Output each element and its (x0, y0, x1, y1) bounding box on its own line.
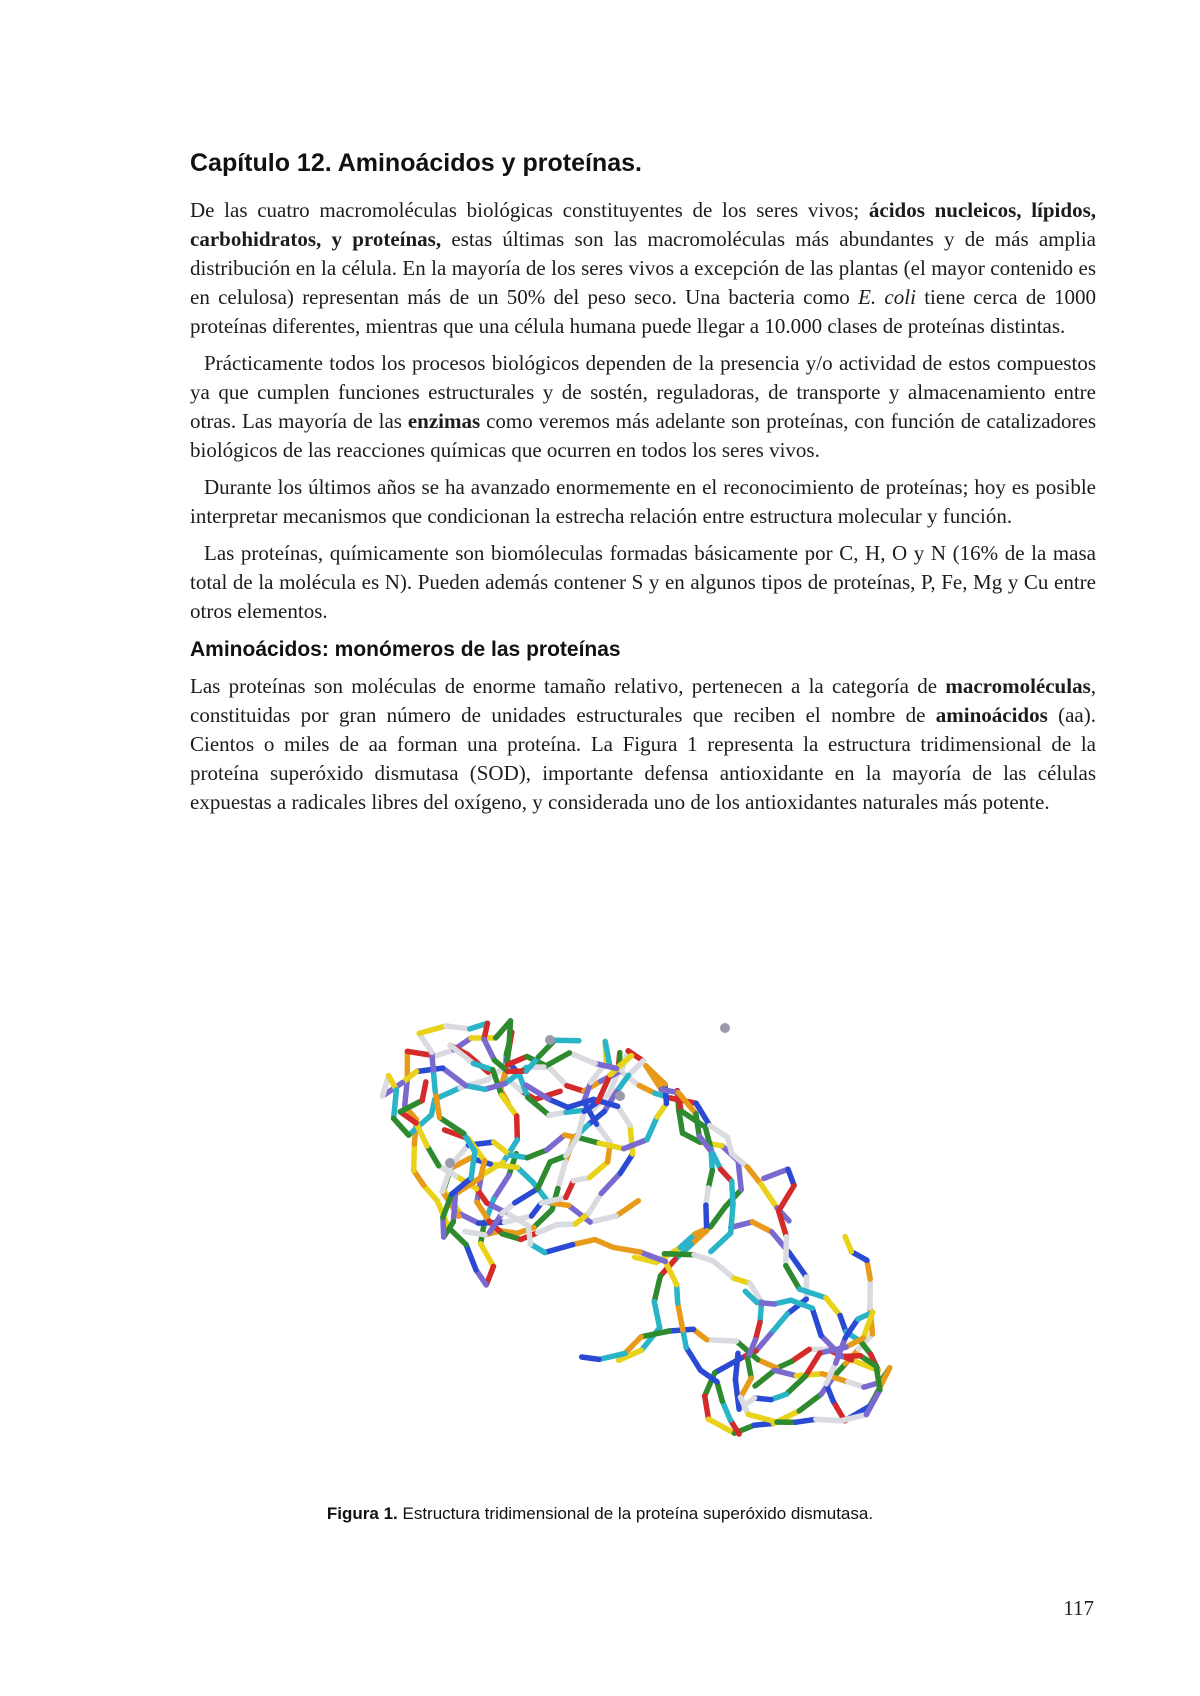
backbone-segment (422, 1082, 426, 1101)
backbone-segment (841, 1415, 866, 1421)
backbone-segment (466, 1086, 485, 1090)
backbone-segment (394, 1118, 409, 1135)
backbone-segment (630, 1125, 633, 1154)
backbone-segment (665, 1084, 667, 1104)
protein-backbone (383, 1021, 890, 1434)
backbone-segment (582, 1357, 599, 1359)
backbone-segment (826, 1298, 840, 1316)
backbone-segment (453, 1194, 455, 1222)
backbone-segment (747, 1167, 761, 1184)
backbone-segment (473, 1064, 492, 1070)
metal-ion-sphere (720, 1023, 730, 1033)
backbone-segment (566, 1181, 574, 1198)
backbone-segment (842, 1356, 861, 1357)
backbone-segment (816, 1419, 841, 1420)
backbone-segment (722, 1401, 730, 1420)
backbone-segment (748, 1414, 777, 1422)
backbone-segment (696, 1114, 699, 1136)
backbone-segment (616, 1201, 638, 1216)
backbone-segment (394, 1090, 397, 1119)
backbone-segment (549, 1099, 568, 1107)
metal-ion-sphere (545, 1035, 555, 1045)
backbone-segment (515, 1189, 538, 1203)
backbone-segment (590, 1216, 616, 1222)
backbone-segment (705, 1396, 709, 1419)
backbone-segment (845, 1237, 851, 1252)
backbone-segment (443, 1217, 444, 1237)
backbone-segment (800, 1289, 826, 1298)
backbone-segment (555, 1040, 579, 1041)
backbone-segment (748, 1359, 752, 1379)
backbone-segment (484, 1039, 494, 1060)
backbone-segment (741, 1397, 749, 1414)
backbone-segment (786, 1266, 800, 1290)
backbone-segment (732, 1181, 733, 1204)
backbone-segment (731, 1204, 733, 1233)
backbone-segment (494, 1142, 510, 1155)
backbone-segment (620, 1154, 633, 1173)
backbone-segment (694, 1255, 713, 1261)
backbone-segment (417, 1068, 443, 1071)
backbone-segment (466, 1245, 476, 1270)
backbone-segment (419, 1033, 432, 1052)
backbone-segment (549, 1067, 567, 1086)
backbone-segment (735, 1380, 739, 1410)
backbone-segment (755, 1370, 775, 1386)
backbone-segment (654, 1302, 659, 1328)
backbone-segment (544, 1053, 570, 1067)
figure-caption: Figura 1. Estructura tridimensional de la proteína superóxido dismutasa. (326, 1504, 874, 1523)
backbone-segment (717, 1382, 722, 1401)
backbone-segment (678, 1303, 683, 1330)
backbone-segment (812, 1308, 821, 1335)
backbone-segment (509, 1021, 510, 1041)
paragraph-4: Las proteínas, químicamente son biomóleculas formadas básicamente por C, H, O y N (16% de la masa total de la molécula es N). Pueden además contener S y en algunos tipos de proteínas, P, Fe, Mg y Cu entre otros elementos. (190, 541, 1096, 623)
backbone-segment (741, 1378, 752, 1397)
backbone-segment (545, 1245, 573, 1253)
backbone-segment (629, 1061, 644, 1075)
backbone-segment (754, 1424, 773, 1426)
paragraph-5: Las proteínas son moléculas de enorme tamaño relativo, pertenecen a la categoría de macromoléculas, constituidas por gran número de unidades estructurales que reciben el nombre de aminoácidos (aa). Cientos o miles de aa forman una proteína. La Figura 1 representa la estructura tridimensional de la proteína superóxido dismutasa (SOD), importante defensa antioxidante en la mayoría de las células expuestas a radicales libres del oxígeno, y considerada uno de los antioxidantes naturales más potente. (190, 674, 1096, 814)
backbone-segment (558, 1161, 566, 1188)
page-number: 117 (1063, 1596, 1094, 1620)
backbone-segment (557, 1224, 576, 1225)
backbone-segment (686, 1347, 700, 1370)
backbone-segment (446, 1026, 470, 1029)
backbone-segment (597, 1124, 611, 1142)
backbone-segment (465, 1232, 485, 1235)
backbone-segment (569, 1053, 595, 1064)
backbone-segment (764, 1169, 788, 1178)
backbone-segment (826, 1384, 833, 1401)
content (190, 148, 1096, 825)
backbone-segment (866, 1390, 880, 1415)
backbone-segment (786, 1376, 805, 1394)
backbone-segment (711, 1233, 731, 1252)
backbone-segment (710, 1126, 728, 1138)
backbone-segment (752, 1222, 771, 1232)
backbone-segment (599, 1143, 624, 1149)
backbone-segment (799, 1394, 821, 1411)
backbone-segment (427, 1146, 439, 1166)
backbone-segment (796, 1419, 816, 1422)
backbone-segment (494, 1175, 509, 1199)
backbone-segment (461, 1214, 478, 1223)
metal-ion-sphere (445, 1158, 455, 1168)
backbone-segment (758, 1360, 777, 1369)
backbone-segment (761, 1184, 777, 1208)
backbone-segment (589, 1194, 601, 1214)
backbone-segment (618, 1106, 630, 1125)
backbone-segment (424, 1185, 438, 1201)
backbone-segment (601, 1173, 620, 1193)
backbone-segment (590, 1162, 608, 1178)
backbone-segment (580, 1138, 599, 1143)
chapter-title: Capítulo 12. Aminoácidos y proteínas. (190, 149, 642, 177)
backbone-segment (414, 1144, 415, 1170)
backbone-segment (677, 1285, 678, 1304)
backbone-segment (436, 1050, 454, 1056)
backbone-segment (624, 1140, 647, 1149)
backbone-segment (527, 1150, 546, 1158)
backbone-segment (770, 1314, 787, 1334)
backbone-segment (641, 1331, 669, 1337)
protein-structure-figure (320, 968, 960, 1488)
backbone-segment (792, 1349, 810, 1361)
backbone-segment (517, 1116, 518, 1140)
backbone-segment (481, 1244, 494, 1267)
backbone-segment (647, 1117, 657, 1140)
backbone-segment (502, 1095, 517, 1116)
backbone-segment (538, 1225, 557, 1233)
backbone-segment (711, 1206, 726, 1227)
backbone-segment (779, 1186, 795, 1211)
backbone-segment (471, 1152, 475, 1179)
section-heading: Aminoácidos: monómeros de las proteínas (190, 638, 621, 661)
backbone-segment (613, 1247, 640, 1252)
backbone-segment (538, 1162, 550, 1189)
backbone-segment (595, 1240, 613, 1248)
paragraph-1: De las cuatro macromoléculas biológicas constituyentes de los seres vivos; ácidos nucleicos, lípidos, carbohidratos, y proteínas, estas últimas son las macromoléculas más abundantes y de más amplia distribución en la célula. En la mayoría de los seres vivos a excepción de las plantas (el mayor contenido es en celulosa) representan más de un 50% del peso seco. Una bacteria como E. coli tiene cerca de 1000 proteínas diferentes, mientras que una célula humana puede llegar a 10.000 clases de proteínas distintas. (190, 198, 1096, 338)
backbone-segment (775, 1370, 797, 1376)
backbone-segment (738, 1161, 741, 1190)
backbone-segment (443, 1068, 466, 1085)
paragraph-2: Prácticamente todos los procesos biológicos dependen de la presencia y/o actividad de estos compuestos ya que cumplen funciones estructurales y de sostén, reguladoras, de transporte y almacenamiento entre otras. Las mayoría de las enzimas como veremos más adelante son proteínas, con función de catalizadores biológicos de las reacciones químicas que ocurren en todos los seres vivos. (190, 351, 1097, 462)
backbone-segment (528, 1226, 530, 1244)
backbone-segment (573, 1240, 595, 1245)
backbone-segment (595, 1063, 616, 1068)
paragraph-3: Durante los últimos años se ha avanzado enormemente en el reconocimiento de proteínas; hoy es posible interpretar mecanismos que condicionan la estrecha relación entre estructura molecular y función. (190, 475, 1096, 528)
backbone-segment (867, 1260, 870, 1279)
backbone-segment (786, 1237, 787, 1266)
backbone-segment (419, 1026, 446, 1033)
backbone-segment (547, 1135, 565, 1150)
backbone-segment (517, 1168, 533, 1183)
backbone-segment (713, 1261, 734, 1279)
backbone-segment (707, 1340, 737, 1341)
backbone-segment (876, 1366, 880, 1390)
backbone-segment (654, 1276, 660, 1302)
backbone-segment (433, 1070, 435, 1091)
backbone-segment (735, 1353, 738, 1379)
backbone-segment (664, 1254, 694, 1255)
backbone-segment (706, 1205, 707, 1231)
metal-ion-sphere (615, 1091, 625, 1101)
